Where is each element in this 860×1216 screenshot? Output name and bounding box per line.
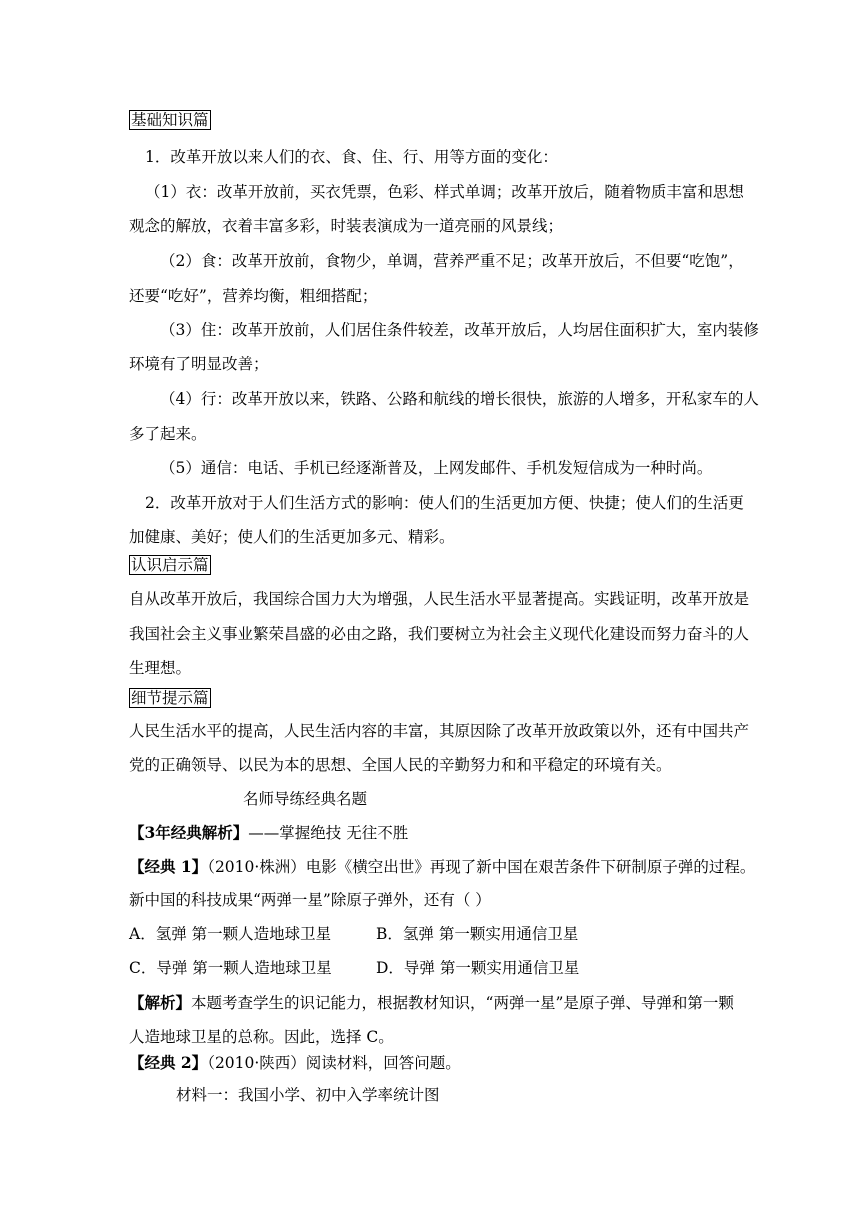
insight-line-2: 我国社会主义事业繁荣昌盛的必由之路，我们要树立为社会主义现代化建设而努力奋斗的人 bbox=[129, 625, 750, 643]
analysis-heading: 【3年经典解析】——掌握绝技 无往不胜 bbox=[129, 823, 409, 842]
food-line-1: （2）食：改革开放前，食物少，单调，营养严重不足；改革开放后，不但要“吃饱”， bbox=[160, 252, 744, 270]
travel-line-1: （4）行：改革开放以来，铁路、公路和航线的增长很快，旅游的人增多，开私家车的人 bbox=[160, 390, 759, 408]
question-1-line-2: 新中国的科技成果“两弹一星”除原子弹外，还有（ ） bbox=[129, 891, 491, 909]
food-line-2: 还要“吃好”，营养均衡，粗细搭配； bbox=[129, 287, 378, 305]
basic-item-1: 1．改革开放以来人们的衣、食、住、行、用等方面的变化： bbox=[145, 148, 558, 166]
section-title-insight: 认识启示篇 bbox=[131, 556, 209, 574]
insight-line-3: 生理想。 bbox=[129, 659, 192, 677]
material-1-caption: 材料一：我国小学、初中入学率统计图 bbox=[176, 1086, 440, 1104]
basic-item-2-line-2: 加健康、美好；使人们的生活更加多元、精彩。 bbox=[129, 528, 455, 546]
section-title-detail: 细节提示篇 bbox=[131, 689, 209, 707]
housing-line-1: （3）住：改革开放前，人们居住条件较差，改革开放后，人均居住面积扩大，室内装修 bbox=[160, 321, 759, 339]
answer-line-2: 人造地球卫星的总称。因此，选择 C。 bbox=[129, 1028, 394, 1046]
communication-line: （5）通信：电话、手机已经逐渐普及，上网发邮件、手机发短信成为一种时尚。 bbox=[160, 459, 713, 477]
option-a: A．氢弹 第一颗人造地球卫星 bbox=[129, 925, 332, 943]
detail-line-1: 人民生活水平的提高，人民生活内容的丰富，其原因除了改革开放政策以外，还有中国共产 bbox=[129, 722, 750, 740]
basic-item-2-line-1: 2．改革开放对于人们生活方式的影响：使人们的生活更加方便、快捷；使人们的生活更 bbox=[145, 494, 744, 512]
answer-line-1: 【解析】本题考查学生的识记能力，根据教材知识，“两弹一星”是原子弹、导弹和第一颗 bbox=[129, 993, 734, 1012]
question-1-line-1: 【经典 1】（2010·株洲）电影《横空出世》再现了新中国在艰苦条件下研制原子弹的过程。 bbox=[129, 857, 756, 876]
option-b: B．氢弹 第一颗实用通信卫星 bbox=[376, 925, 579, 943]
travel-line-2: 多了起来。 bbox=[129, 425, 207, 443]
question-2-line-1: 【经典 2】（2010·陕西）阅读材料，回答问题。 bbox=[129, 1053, 461, 1072]
clothing-line-1: （1）衣：改革开放前，买衣凭票，色彩、样式单调；改革开放后，随着物质丰富和思想 bbox=[145, 183, 744, 201]
detail-line-2: 党的正确领导、以民为本的思想、全国人民的辛勤努力和和平稳定的环境有关。 bbox=[129, 756, 672, 774]
exercise-heading: 名师导练经典名题 bbox=[243, 790, 368, 808]
section-title-basic: 基础知识篇 bbox=[131, 111, 209, 129]
housing-line-2: 环境有了明显改善； bbox=[129, 355, 269, 373]
clothing-line-2: 观念的解放，衣着丰富多彩，时装表演成为一道亮丽的风景线； bbox=[129, 217, 564, 235]
option-d: D．导弹 第一颗实用通信卫星 bbox=[376, 959, 580, 977]
option-c: C．导弹 第一颗人造地球卫星 bbox=[129, 959, 332, 977]
insight-line-1: 自从改革开放后，我国综合国力大为增强，人民生活水平显著提高。实践证明，改革开放是 bbox=[129, 590, 750, 608]
